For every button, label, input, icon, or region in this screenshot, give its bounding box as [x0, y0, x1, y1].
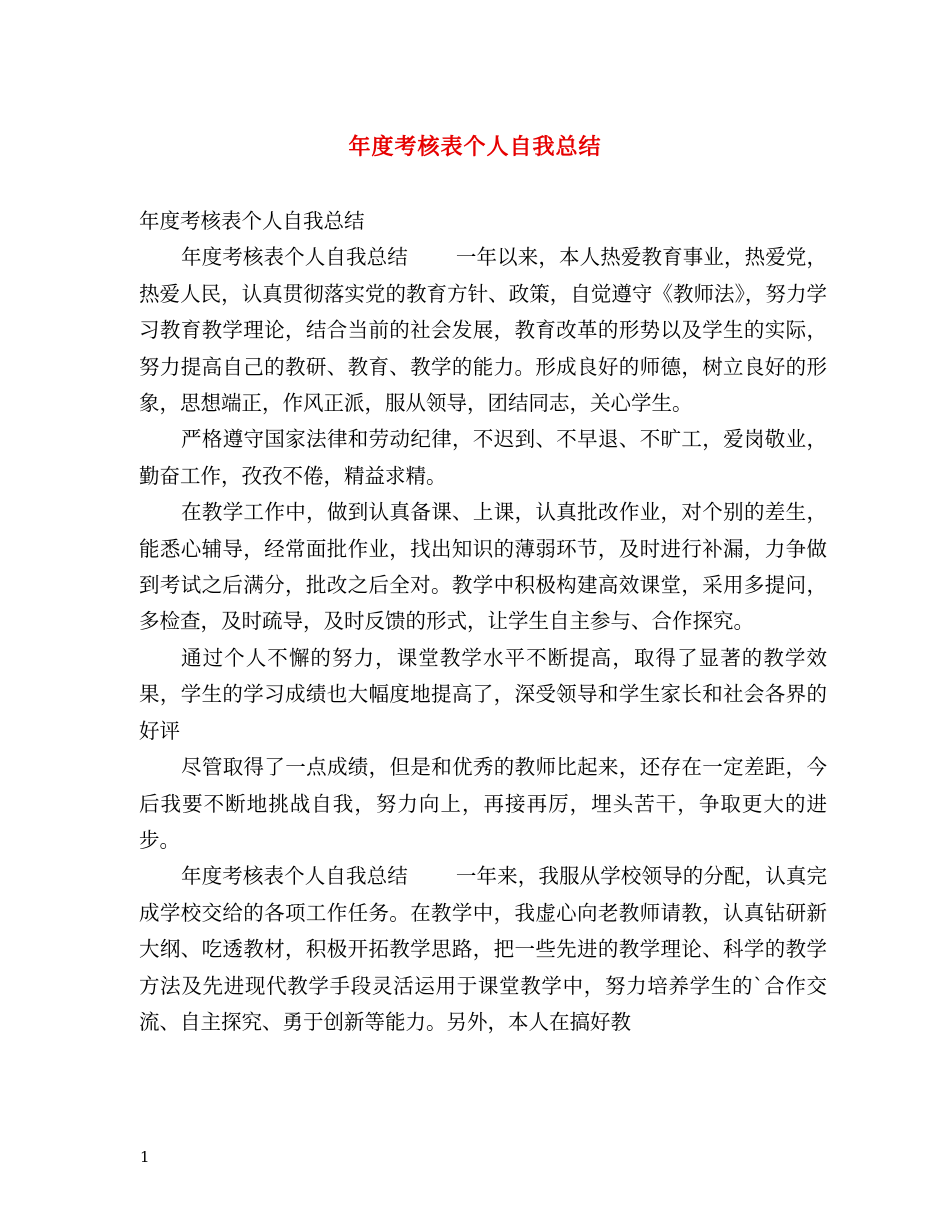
section-heading: 年度考核表个人自我总结 — [139, 209, 365, 233]
document-body — [139, 203, 827, 1040]
paragraph: 在教学工作中，做到认真备课、上课，认真批改作业，对个别的差生，能悉心辅导，经常面批作业，找出知识的薄弱环节，及时进行补漏，力争做到考试之后满分，批改之后全对。教学中积极构建高效课堂，采用多提问，多检查，及时疏导，及时反馈的形式，让学生自主参与、合作探究。 — [139, 500, 827, 634]
paragraph: 尽管取得了一点成绩，但是和优秀的教师比起来，还存在一定差距，今后我要不断地挑战自我，努力向上，再接再厉，埋头苦干，争取更大的进步。 — [139, 755, 827, 852]
paragraph: 年度考核表个人自我总结 一年来，我服从学校领导的分配，认真完成学校交给的各项工作任务。在教学中，我虚心向老教师请教，认真钻研新大纲、吃透教材，积极开拓教学思路，把一些先进的教学理论、科学的教学方法及先进现代教学手段灵活运用于课堂教学中，努力培养学生的`合作交流、自主探究、勇于创新等能力。另外，本人在搞好教 — [139, 864, 827, 1034]
document-title: 年度考核表个人自我总结 — [348, 134, 602, 160]
paragraph: 年度考核表个人自我总结 一年以来，本人热爱教育事业，热爱党，热爱人民，认真贯彻落实党的教育方针、政策，自觉遵守《教师法》，努力学习教育教学理论，结合当前的社会发展，教育改革的形势以及学生的实际，努力提高自己的教研、教育、教学的能力。形成良好的师德，树立良好的形象，思想端正，作风正派，服从领导，团结同志，关心学生。 — [139, 245, 827, 416]
page-number: 1 — [140, 1148, 150, 1166]
paragraph: 严格遵守国家法律和劳动纪律，不迟到、不早退、不旷工，爱岗敬业，勤奋工作，孜孜不倦，精益求精。 — [139, 427, 827, 488]
paragraph: 通过个人不懈的努力，课堂教学水平不断提高，取得了显著的教学效果，学生的学习成绩也大幅度地提高了，深受领导和学生家长和社会各界的好评 — [139, 645, 827, 743]
